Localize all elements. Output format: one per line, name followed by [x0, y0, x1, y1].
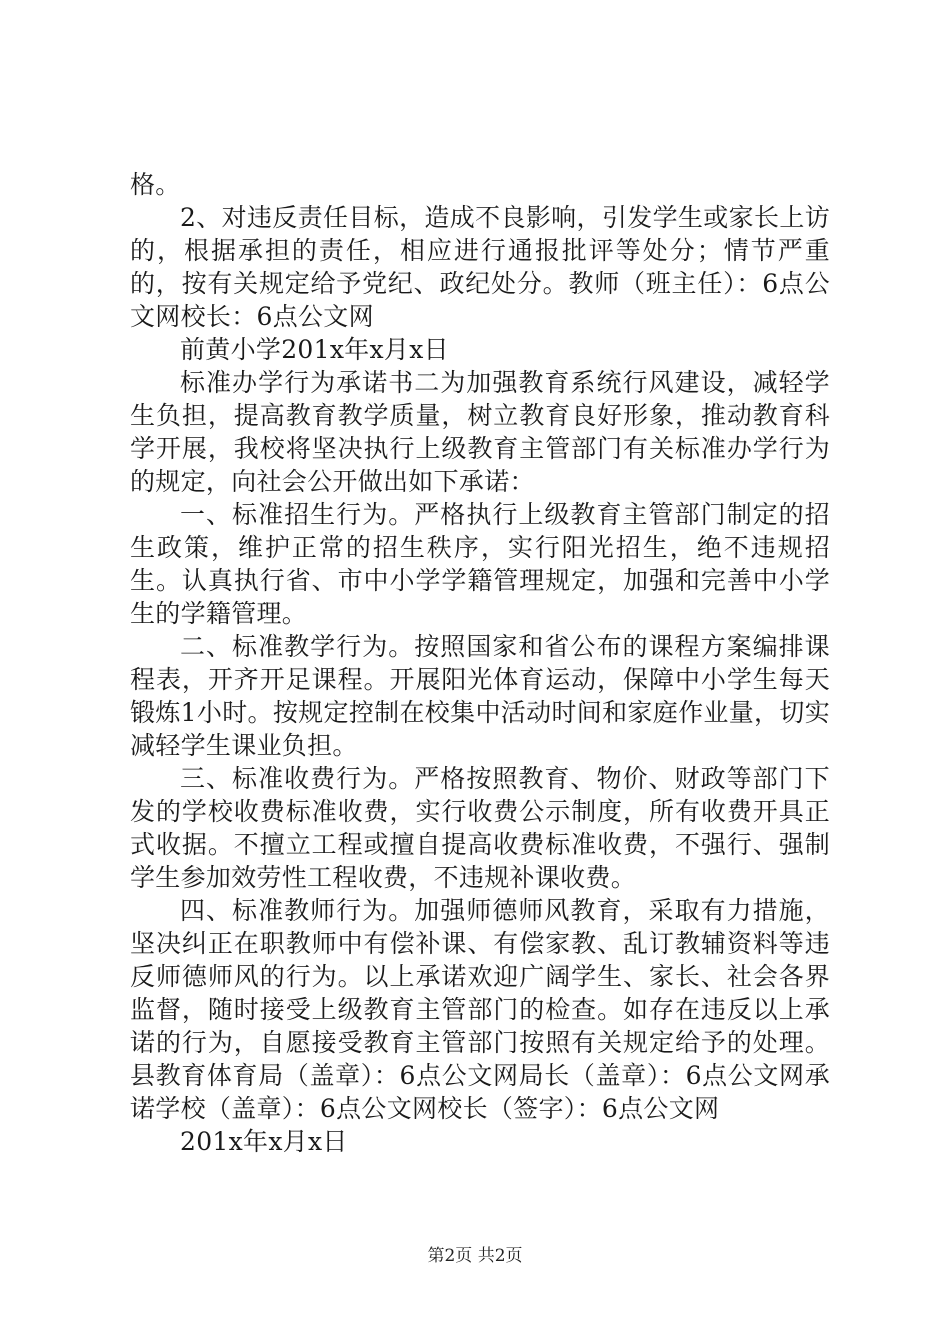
paragraph-penalty-clause: 2、对违反责任目标，造成不良影响，引发学生或家长上访的，根据承担的责任，相应进行通报批评等处分；情节严重的，按有关规定给予党纪、政纪处分。教师（班主任）：6点公文网校长：6点公文网: [130, 203, 830, 331]
paragraph-enrollment: 一、标准招生行为。严格执行上级教育主管部门制定的招生政策，维护正常的招生秩序，实行阳光招生，绝不违规招生。认真执行省、市中小学学籍管理规定，加强和完善中小学生的学籍管理。: [130, 500, 830, 628]
page-number: 第2页 共2页: [427, 1246, 523, 1266]
paragraph-school-date: 前黄小学201x年x月x日: [180, 335, 449, 364]
paragraph-closing-date: 201x年x月x日: [180, 1127, 348, 1156]
paragraph-commitment-intro: 标准办学行为承诺书二为加强教育系统行风建设，减轻学生负担，提高教育教学质量，树立教育良好形象，推动教育科学开展，我校将坚决执行上级教育主管部门有关标准办学行为的规定，向社会公开做出如下承诺：: [130, 368, 830, 496]
paragraph-continuation: 格。: [130, 170, 181, 199]
document-body: [130, 168, 830, 1158]
paragraph-fees: 三、标准收费行为。严格按照教育、物价、财政等部门下发的学校收费标准收费，实行收费公示制度，所有收费开具正式收据。不擅立工程或擅自提高收费标准收费，不强行、强制学生参加效劳性工程收费，不违规补课收费。: [130, 764, 830, 892]
paragraph-teaching: 二、标准教学行为。按照国家和省公布的课程方案编排课程表，开齐开足课程。开展阳光体育运动，保障中小学生每天锻炼1小时。按规定控制在校集中活动时间和家庭作业量，切实减轻学生课业负担。: [130, 632, 830, 760]
paragraph-teachers: 四、标准教师行为。加强师德师风教育，采取有力措施，坚决纠正在职教师中有偿补课、有偿家教、乱订教辅资料等违反师德师风的行为。以上承诺欢迎广阔学生、家长、社会各界监督，随时接受上级教育主管部门的检查。如存在违反以上承诺的行为，自愿接受教育主管部门按照有关规定给予的处理。县教育体育局（盖章）：6点公文网局长（盖章）：6点公文网承诺学校（盖章）：6点公文网校长（签字）：6点公文网: [130, 896, 830, 1123]
